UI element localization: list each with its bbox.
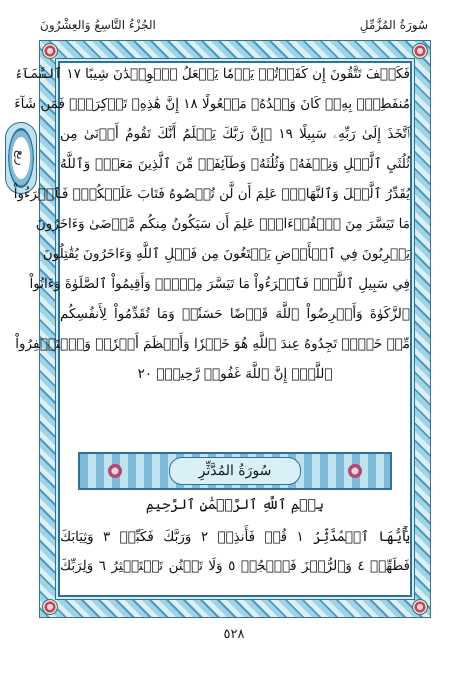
corner-ornament-icon <box>412 43 428 59</box>
corner-ornament-icon <box>412 599 428 615</box>
corner-ornament-icon <box>42 43 58 59</box>
text-line: مِّنۡ خَيۡرٖ تَجِدُوهُ عِندَ ٱللَّهِ هُوَ خَيۡرٗا وَأَعۡظَمَ أَجۡرٗاۚ وَٱسۡتَغۡفِرُواْ <box>15 336 410 352</box>
flower-ornament-icon <box>108 464 122 478</box>
page-header <box>40 14 428 36</box>
text-line: ٱتَّخَذَ إِلَىٰ رَبِّهِۦ سَبِيلًا ١٩ ۞إِنَّ رَبَّكَ يَعۡلَمُ أَنَّكَ تَقُومُ أَدۡنَىٰ مِن <box>60 126 411 142</box>
text-line: مُنفَطِرُۢ بِهِۦۚ كَانَ وَعۡدُهُۥ مَفۡعُولًا ١٨ إِنَّ هَٰذِهِۦ تَذۡكِرَةٞۖ فَمَن شَآءَ <box>14 96 410 112</box>
text-line: ٱلزَّكَوٰةَ وَأَقۡرِضُواْ ٱللَّهَ قَرۡضًا حَسَنٗاۚ وَمَا تُقَدِّمُواْ لِأَنفُسِكُم <box>60 306 410 322</box>
surah-title-cartouche <box>169 457 301 485</box>
surah-title: سُورَةُ المُدَّثِّرِ <box>198 463 272 479</box>
text-line: يَٰٓأَيُّهَا ٱلۡمُدَّثِّرُ ١ قُمۡ فَأَنذِرۡ ٢ وَرَبَّكَ فَكَبِّرۡ ٣ وَثِيَابَكَ <box>60 529 410 545</box>
basmala: بِسۡمِ ٱللَّهِ ٱلرَّحۡمَٰنِ ٱلرَّحِيمِ <box>145 497 325 513</box>
text-line: يُقَدِّرُ ٱلَّيۡلَ وَٱلنَّهَارَۚ عَلِمَ أَن لَّن تُحۡصُوهُ فَتَابَ عَلَيۡكُمۡۖ فَٱقۡرَءُواْ <box>13 186 410 202</box>
text-line: يَضۡرِبُونَ فِي ٱلۡأَرۡضِ يَبۡتَغُونَ مِن فَضۡلِ ٱللَّهِ وَءَاخَرُونَ يُقَٰتِلُونَ <box>42 246 410 262</box>
surah-name-header: سُورَةُ المُزَّمِّلِ <box>359 18 428 32</box>
text-line: مَا تَيَسَّرَ مِنَ ٱلۡقُرۡءَانِۚ عَلِمَ أَن سَيَكُونُ مِنكُم مَّرۡضَىٰ وَءَاخَرُونَ <box>35 216 410 232</box>
text-line: فَكَيۡفَ تَتَّقُونَ إِن كَفَرۡتُمۡ يَوۡمٗا يَجۡعَلُ ٱلۡوِلۡدَٰنَ شِيبًا ١٧ ٱلسَّمَآءُ <box>14 66 410 82</box>
page-number: ٥٢٨ <box>223 627 245 642</box>
text-line: فِي سَبِيلِ ٱللَّهِۖ فَٱقۡرَءُواْ مَا تَيَسَّرَ مِنۡهُۚ وَأَقِيمُواْ ٱلصَّلَوٰةَ وَءَاتُواْ <box>29 276 410 292</box>
juz-name-header: الجُزْءُ التَّاسِعُ وَالعِشْرُونَ <box>40 18 156 32</box>
text-line: ٱللَّهَۖ إِنَّ ٱللَّهَ غَفُورٞ رَّحِيمُۢ ٢٠ <box>137 366 333 382</box>
text-line: ثُلُثَيِ ٱلَّيۡلِ وَنِصۡفَهُۥ وَثُلُثَهُۥ وَطَآئِفَةٞ مِّنَ ٱلَّذِينَ مَعَكَۚ وَٱللَّهُ <box>60 156 410 172</box>
surah-title-banner <box>78 452 392 490</box>
ayah-block-muddaththir <box>60 527 410 585</box>
corner-ornament-icon <box>42 599 58 615</box>
flower-ornament-icon <box>348 464 362 478</box>
rub-label: ربع <box>14 150 28 166</box>
text-line: فَطَهِّرۡ ٤ وَٱلرُّجۡزَ فَٱهۡجُرۡ ٥ وَلَا تَمۡنُن تَسۡتَكۡثِرُ ٦ وَلِرَبِّكَ <box>60 558 410 574</box>
